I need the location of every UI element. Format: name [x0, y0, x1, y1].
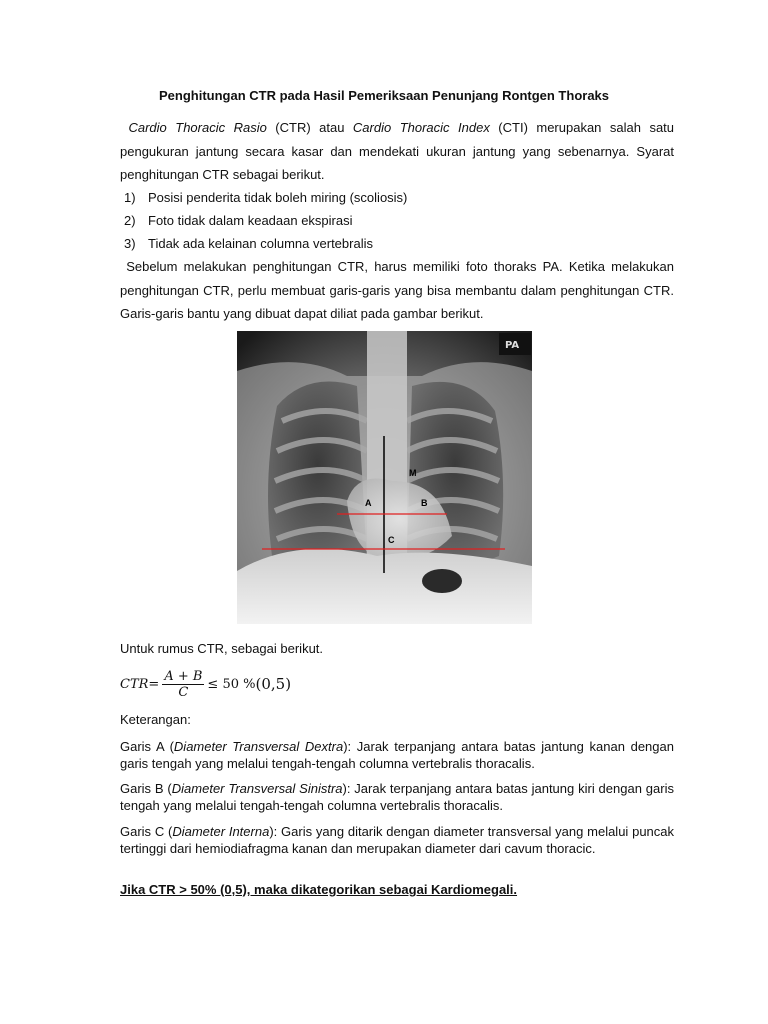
garis-c-prefix: Garis C ( — [120, 824, 173, 839]
requirement-text: Tidak ada kelainan columna vertebralis — [148, 236, 373, 251]
pa-marker: PA — [505, 340, 520, 351]
requirement-number: 3) — [124, 236, 136, 251]
keterangan-label: Keterangan: — [120, 712, 191, 727]
garis-b-prefix: Garis B ( — [120, 781, 172, 796]
formula-rhs: ≤ 50 % — [207, 676, 256, 692]
term-cardio-thoracic-index: Cardio Thoracic Index — [352, 120, 490, 135]
requirement-item-2 — [124, 209, 674, 232]
formula-denominator: C — [178, 684, 189, 700]
garis-b-text: ): Jarak terpanjang antara batas jantung kiri dengan garis tengah yang melalui tengah-tengah columna vertebralis thoracalis. — [120, 781, 674, 813]
requirement-text: Posisi penderita tidak boleh miring (scoliosis) — [148, 190, 408, 205]
requirement-text: Foto tidak dalam keadaan ekspirasi — [148, 213, 353, 228]
garis-b-description — [120, 781, 674, 814]
gastric-bubble — [422, 569, 462, 593]
label-b: B — [421, 498, 428, 508]
intro-rendered — [120, 116, 674, 187]
ctr-formula — [120, 666, 291, 702]
formula-fraction — [162, 669, 204, 700]
garis-a-prefix: Garis A ( — [120, 739, 174, 754]
garis-a-description — [120, 739, 674, 772]
requirement-number: 1) — [124, 190, 136, 205]
formula-lhs: CTR — [120, 676, 149, 692]
label-c: C — [388, 535, 395, 545]
label-m: M — [409, 468, 417, 478]
conclusion-statement: Jika CTR > 50% (0,5), maka dikategorikan sebagai Kardiomegali. — [120, 882, 518, 897]
intro-text-1: (CTR) atau — [266, 120, 353, 135]
garis-b-term: Diameter Transversal Sinistra — [171, 781, 343, 796]
formula-equals: = — [148, 676, 160, 692]
chest-xray-image — [237, 331, 532, 624]
garis-c-text: ): Garis yang ditarik dengan diameter transversal yang melalui puncak tertinggi dari hemiodiafragma kanan dan merupakan diameter dari cavum thoracic. — [120, 824, 675, 856]
formula-paren: (0,5) — [255, 675, 292, 693]
paragraph-2-text: Sebelum melakukan penghitungan CTR, harus memiliki foto thoraks PA. Ketika melakukan penghitungan CTR, perlu membuat garis-garis yang bisa membantu dalam penghitungan CTR. Garis-garis bantu yang dibuat dapat diliat pada gambar berikut. — [120, 259, 674, 321]
requirement-number: 2) — [124, 213, 136, 228]
garis-a-term: Diameter Transversal Dextra — [173, 739, 344, 754]
chest-xray-figure — [237, 331, 532, 624]
label-a: A — [365, 498, 372, 508]
garis-a-text: ): Jarak terpanjang antara batas jantung kanan dengan garis tengah yang melalui tengah-tengah columna vertebralis thoracalis. — [120, 739, 674, 771]
formula-intro: Untuk rumus CTR, sebagai berikut. — [120, 641, 324, 656]
document-title: Penghitungan CTR pada Hasil Pemeriksaan Penunjang Rontgen Thoraks — [158, 88, 610, 103]
formula-numerator: A + B — [164, 668, 203, 684]
term-cardio-thoracic-rasio: Cardio Thoracic Rasio — [128, 120, 267, 135]
requirement-item-1 — [124, 186, 674, 209]
paragraph-2 — [120, 255, 674, 326]
garis-c-term: Diameter Interna — [172, 824, 270, 839]
requirement-item-3 — [124, 232, 674, 255]
garis-c-description — [120, 824, 674, 857]
intro-text-2: (CTI) merupakan salah satu pengukuran jantung secara kasar dan mendekati ukuran jantung yang sebenarnya. Syarat penghitungan CTR sebagai berikut. — [120, 120, 675, 182]
